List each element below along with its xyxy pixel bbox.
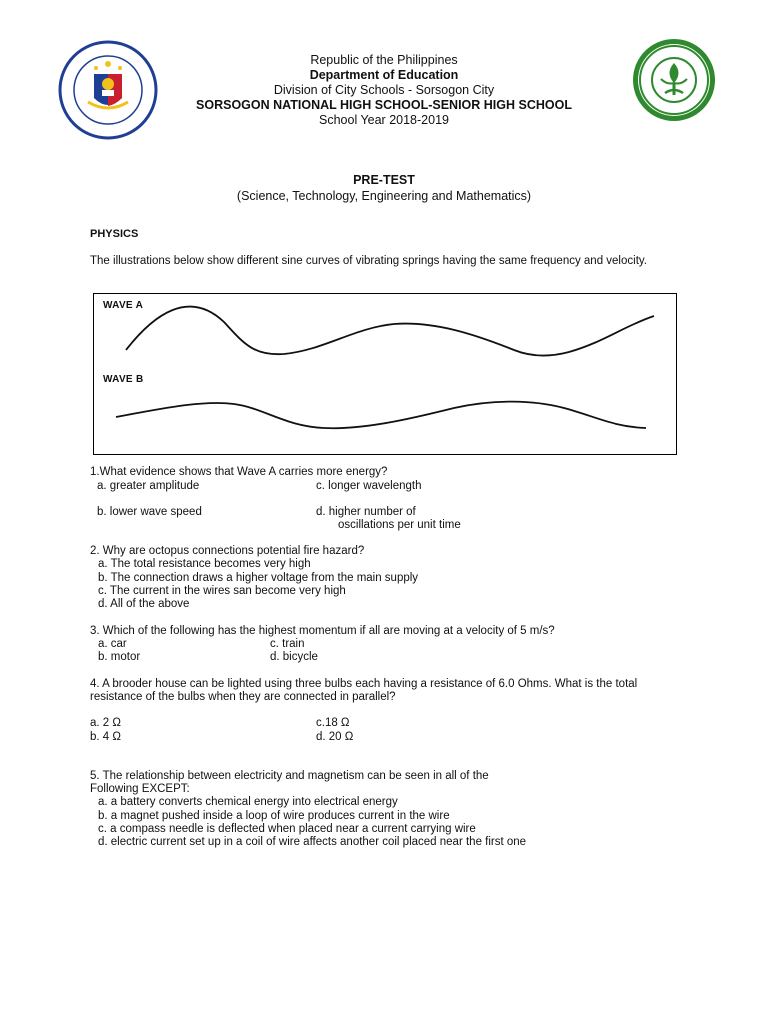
header-school: SORSOGON NATIONAL HIGH SCHOOL-SENIOR HIGH SCHOOL [196,98,572,112]
question-5: 5. The relationship between electricity and magnetism can be seen in all of the [90,770,489,782]
q2-option-d: d. All of the above [98,598,190,610]
q1-option-d: d. higher number of [316,506,416,518]
q1-option-a: a. greater amplitude [97,480,200,492]
question-4-cont: resistance of the bulbs when they are connected in parallel? [90,691,396,703]
section-heading: PHYSICS [90,228,139,240]
header-school-year: School Year 2018-2019 [319,113,449,127]
q2-option-a: a. The total resistance becomes very high [98,558,311,570]
header-republic: Republic of the Philippines [310,53,458,67]
q3-option-d: d. bicycle [270,651,318,663]
wave-a-label: WAVE A [103,300,144,311]
header-division: Division of City Schools - Sorsogon City [273,83,495,97]
question-5-cont: Following EXCEPT: [90,783,190,795]
q5-option-a: a. a battery converts chemical energy into electrical energy [98,796,398,808]
q5-option-b: b. a magnet pushed inside a loop of wire produces current in the wire [98,810,450,822]
wave-figure [93,293,677,455]
q1-option-b: b. lower wave speed [97,506,202,518]
q3-option-a: a. car [98,638,127,650]
question-3: 3. Which of the following has the highest momentum if all are moving at a velocity of 5 m/s? [90,625,555,637]
test-subtitle: (Science, Technology, Engineering and Mathematics) [236,189,532,203]
q4-option-b: b. 4 Ω [90,731,121,743]
header-department: Department of Education [309,68,459,82]
question-1: 1.What evidence shows that Wave A carries more energy? [90,466,388,478]
q2-option-c: c. The current in the wires san become very high [98,585,346,597]
q4-option-a: a. 2 Ω [90,717,121,729]
wave-a-curve [126,307,654,356]
q1-option-d-cont: oscillations per unit time [338,519,461,531]
q5-option-c: c. a compass needle is deflected when placed near a current carrying wire [98,823,476,835]
q4-option-c: c.18 Ω [316,717,350,729]
q5-option-d: d. electric current set up in a coil of wire affects another coil placed near the first one [98,836,527,848]
q3-option-b: b. motor [98,651,141,663]
test-title: PRE-TEST [353,173,415,187]
intro-text: The illustrations below show different sine curves of vibrating springs having the same frequency and velocity. [90,255,647,267]
q4-option-d: d. 20 Ω [316,731,354,743]
wave-b-label: WAVE B [103,374,144,385]
q2-option-b: b. The connection draws a higher voltage from the main supply [98,572,419,584]
question-2: 2. Why are octopus connections potential fire hazard? [90,545,365,557]
question-4: 4. A brooder house can be lighted using three bulbs each having a resistance of 6.0 Ohms. What is the total [90,678,638,690]
wave-b-curve [116,402,646,429]
q1-option-c: c. longer wavelength [316,480,422,492]
q3-option-c: c. train [270,638,305,650]
